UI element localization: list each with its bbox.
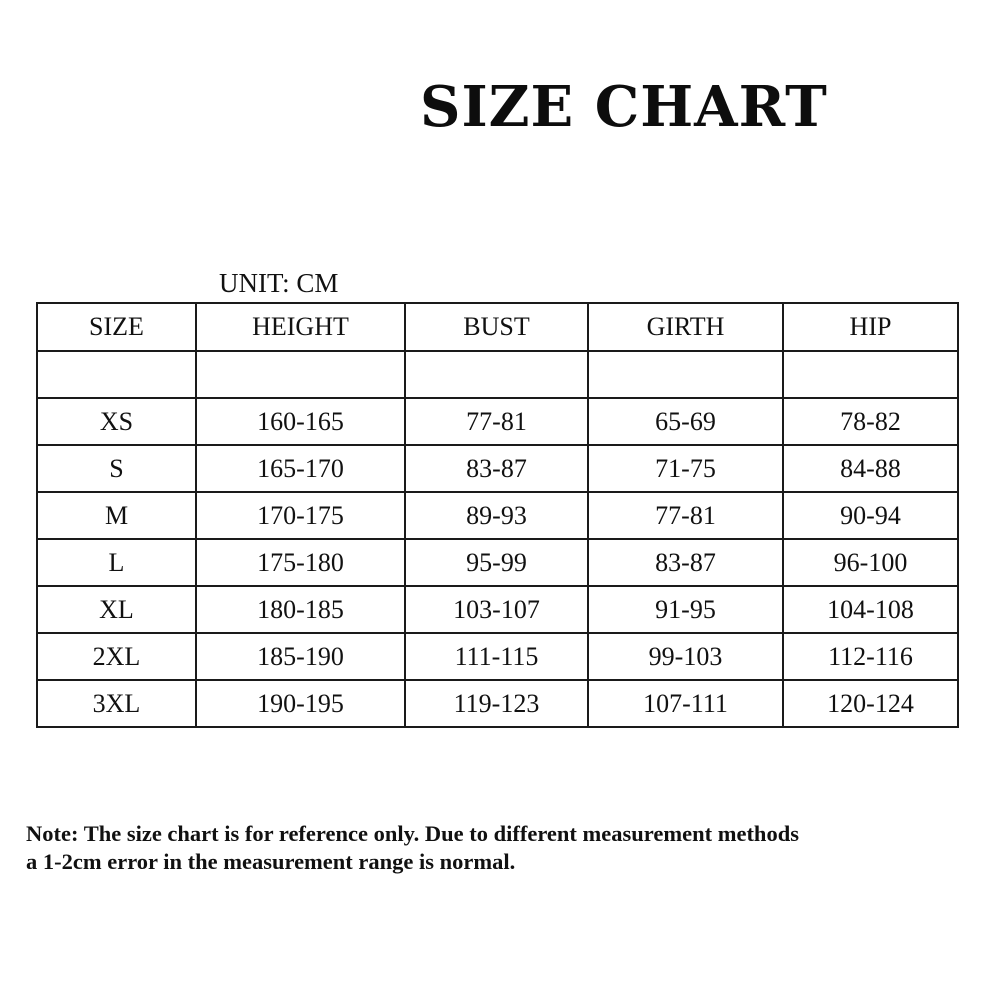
table-cell: 99-103: [588, 633, 783, 680]
table-cell: 119-123: [405, 680, 588, 727]
table-cell: 78-82: [783, 398, 958, 445]
table-cell: [196, 351, 405, 398]
table-row: [37, 492, 958, 539]
table-cell: 3XL: [37, 680, 196, 727]
size-table: [36, 302, 959, 728]
table-cell: 111-115: [405, 633, 588, 680]
table-cell: 84-88: [783, 445, 958, 492]
table-cell: [405, 351, 588, 398]
disclaimer-note: [26, 820, 996, 876]
table-row: [37, 398, 958, 445]
page-title: SIZE CHART: [420, 74, 828, 140]
table-cell: 190-195: [196, 680, 405, 727]
column-header-size: SIZE: [37, 303, 196, 351]
table-cell: 165-170: [196, 445, 405, 492]
column-header-height: HEIGHT: [196, 303, 405, 351]
table-cell: 65-69: [588, 398, 783, 445]
table-cell: [783, 351, 958, 398]
table-cell: XL: [37, 586, 196, 633]
table-cell: 95-99: [405, 539, 588, 586]
table-row: [37, 539, 958, 586]
table-cell: 96-100: [783, 539, 958, 586]
table-cell: L: [37, 539, 196, 586]
table-cell: XS: [37, 398, 196, 445]
note-line-2: a 1-2cm error in the measurement range is normal.: [26, 849, 516, 874]
table-header-row: [37, 303, 958, 351]
table-row: [37, 586, 958, 633]
table-cell: 112-116: [783, 633, 958, 680]
table-cell: 83-87: [405, 445, 588, 492]
table-cell: 107-111: [588, 680, 783, 727]
table-cell: 170-175: [196, 492, 405, 539]
table-cell: 103-107: [405, 586, 588, 633]
column-header-girth: GIRTH: [588, 303, 783, 351]
column-header-bust: BUST: [405, 303, 588, 351]
table-cell: 2XL: [37, 633, 196, 680]
table-cell: 90-94: [783, 492, 958, 539]
table-cell: 89-93: [405, 492, 588, 539]
unit-label: UNIT: CM: [219, 268, 339, 298]
table-cell: M: [37, 492, 196, 539]
table-cell: 120-124: [783, 680, 958, 727]
table-cell: [588, 351, 783, 398]
table-cell: 77-81: [405, 398, 588, 445]
table-cell: 185-190: [196, 633, 405, 680]
table-cell: 77-81: [588, 492, 783, 539]
note-line-1: Note: The size chart is for reference only. Due to different measurement methods: [26, 821, 799, 846]
table-blank-row: [37, 351, 958, 398]
table-row: [37, 445, 958, 492]
table-row: [37, 633, 958, 680]
table-cell: 180-185: [196, 586, 405, 633]
table-cell: 104-108: [783, 586, 958, 633]
table-row: [37, 680, 958, 727]
table-cell: 175-180: [196, 539, 405, 586]
table-cell: 83-87: [588, 539, 783, 586]
table-cell: 91-95: [588, 586, 783, 633]
column-header-hip: HIP: [783, 303, 958, 351]
table-cell: 71-75: [588, 445, 783, 492]
table-cell: 160-165: [196, 398, 405, 445]
table-cell: [37, 351, 196, 398]
table-cell: S: [37, 445, 196, 492]
